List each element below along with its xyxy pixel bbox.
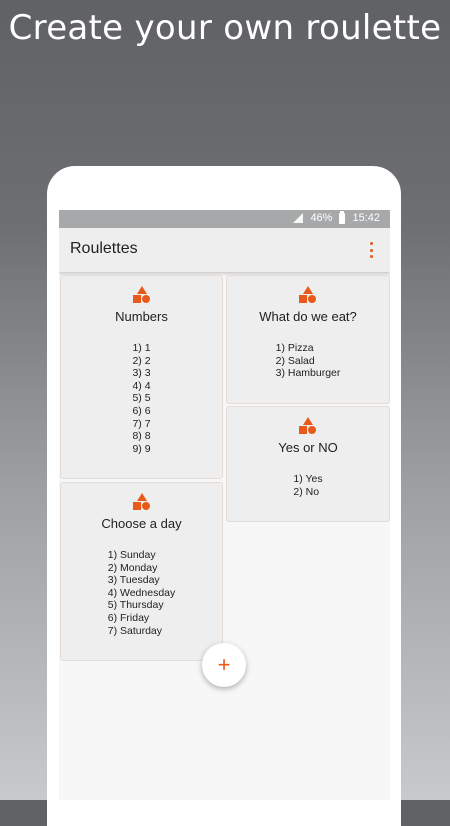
option-item: 1) 1 bbox=[132, 342, 151, 354]
add-roulette-button[interactable]: + bbox=[202, 643, 246, 687]
option-item: 2) Monday bbox=[107, 561, 158, 574]
roulette-card-numbers[interactable] bbox=[60, 275, 223, 479]
option-item: 7) 7 bbox=[132, 417, 151, 430]
signal-icon bbox=[293, 213, 303, 223]
roulette-card-what-do-we-eat[interactable] bbox=[226, 275, 390, 404]
option-item: 3) Hamburger bbox=[275, 367, 341, 380]
clock: 15:42 bbox=[352, 212, 380, 224]
promo-headline: Create your own roulette bbox=[8, 8, 442, 48]
option-item: 1) Yes bbox=[293, 473, 323, 485]
app-screen bbox=[59, 210, 390, 800]
shapes-icon bbox=[298, 417, 318, 434]
option-item: 5) Thursday bbox=[107, 599, 164, 612]
status-bar bbox=[59, 210, 390, 228]
battery-percent: 46% bbox=[310, 212, 333, 224]
option-item: 4) 4 bbox=[132, 379, 151, 392]
options-list bbox=[132, 342, 150, 455]
options-list bbox=[276, 342, 341, 380]
option-item: 2) No bbox=[293, 485, 320, 498]
option-item: 7) Saturday bbox=[107, 624, 163, 637]
option-item: 3) 3 bbox=[132, 367, 151, 380]
option-item: 4) Wednesday bbox=[107, 586, 176, 599]
options-list bbox=[108, 549, 176, 637]
option-item: 8) 8 bbox=[132, 430, 151, 443]
more-vert-icon[interactable] bbox=[366, 240, 376, 260]
roulette-card-yes-or-no[interactable] bbox=[226, 406, 390, 522]
option-item: 2) 2 bbox=[132, 354, 151, 367]
card-title: What do we eat? bbox=[259, 309, 357, 324]
option-item: 3) Tuesday bbox=[107, 574, 160, 587]
option-item: 5) 5 bbox=[132, 392, 151, 405]
app-bar bbox=[59, 228, 390, 272]
option-item: 2) Salad bbox=[275, 354, 315, 367]
option-item: 6) 6 bbox=[132, 404, 151, 417]
shapes-icon bbox=[298, 286, 318, 303]
option-item: 1) Pizza bbox=[275, 342, 314, 354]
option-item: 1) Sunday bbox=[107, 549, 156, 561]
shapes-icon bbox=[132, 286, 152, 303]
card-title: Yes or NO bbox=[278, 440, 338, 455]
options-list bbox=[293, 473, 322, 498]
option-item: 6) Friday bbox=[107, 611, 150, 624]
battery-icon bbox=[339, 213, 345, 224]
option-item: 9) 9 bbox=[132, 442, 151, 455]
card-title: Numbers bbox=[115, 309, 168, 324]
app-title: Roulettes bbox=[70, 240, 138, 257]
shapes-icon bbox=[132, 493, 152, 510]
roulette-card-choose-a-day[interactable] bbox=[60, 482, 223, 661]
card-title: Choose a day bbox=[101, 516, 182, 531]
